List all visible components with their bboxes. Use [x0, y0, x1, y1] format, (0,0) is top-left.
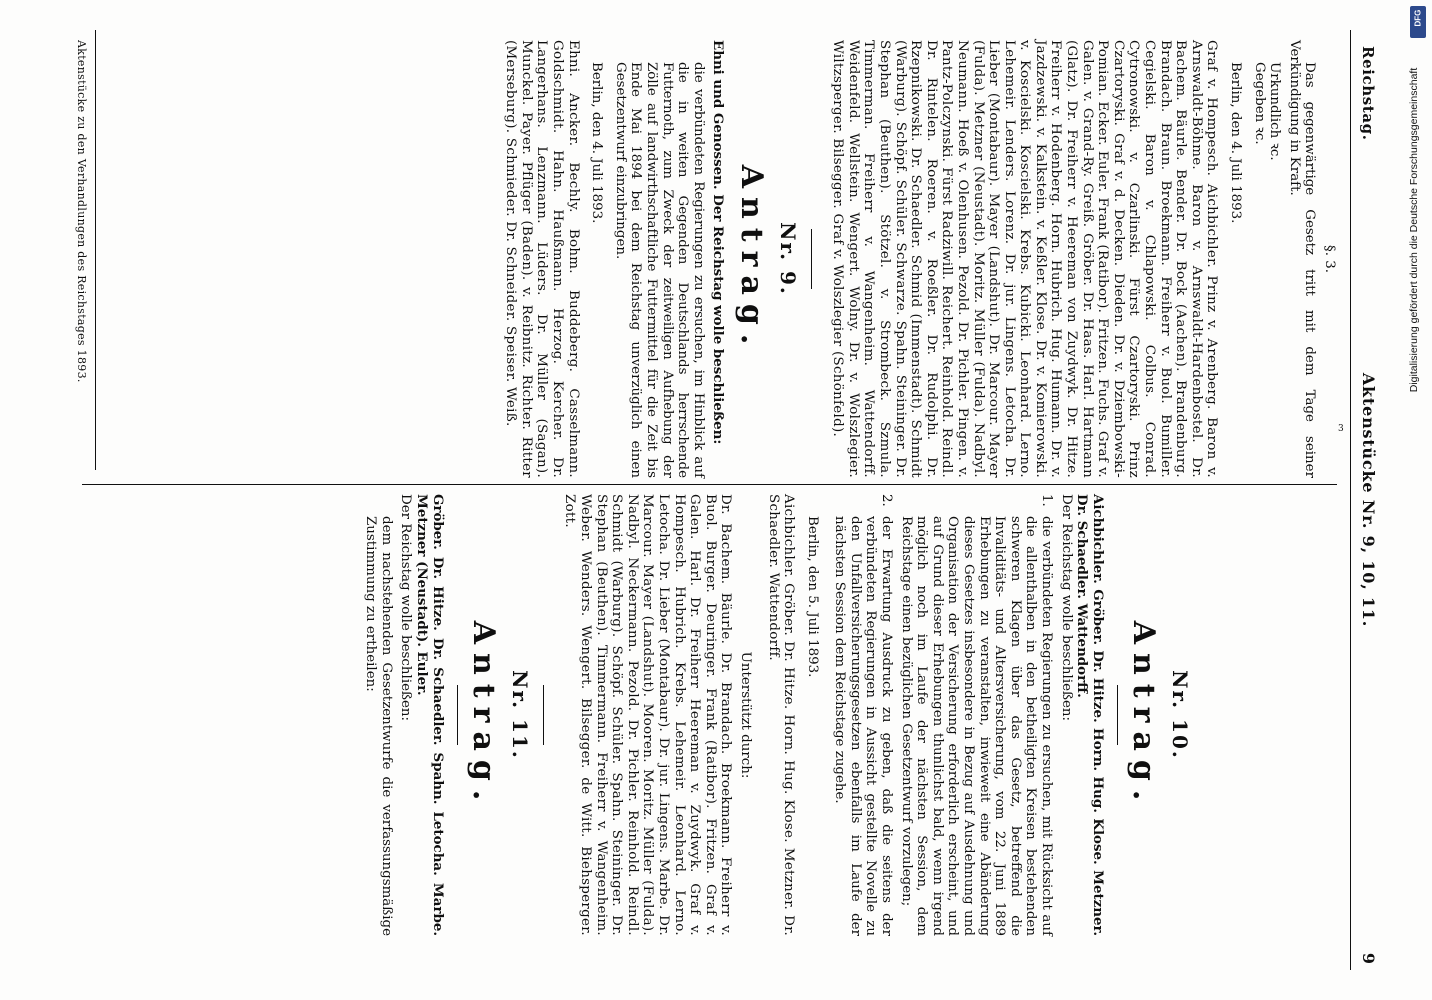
dfg-side-strip — [1402, 0, 1430, 1000]
motion-11-movers: Gröber. Dr. Hitze. Dr. Schaedler. Spahn. Letocha. Marbe. Metzner (Neustadt). Euler. — [414, 494, 446, 936]
footnote-rule — [95, 30, 96, 470]
motion-10-title: Antrag. — [1126, 620, 1162, 810]
item-number: 2. — [879, 494, 895, 507]
motion-10-number: Nr. 10. — [1168, 670, 1192, 760]
dfg-logo-text: DFG — [1413, 9, 1423, 27]
given-line: Gegeben ꝛc. — [1251, 62, 1267, 145]
separator-rule — [811, 229, 812, 289]
dfg-funding-note: Digitalisierung gefördert durch die Deutsche Forschungsgemeinschaft — [1408, 67, 1420, 393]
column-divider — [82, 484, 1337, 485]
separator-rule — [1117, 685, 1118, 745]
running-header — [1350, 30, 1381, 970]
supported-by-label: Unterstützt durch: — [737, 651, 753, 779]
motion-10-item-1 — [898, 494, 1054, 936]
motion-9-signatories: Ehni. Ancker. Bechly. Bohm. Buddeberg. Casselmann. Goldschmidt. Hahn. Haußmann. Herzog. Kercher. Dr. Langerhans. Lenzmann. Lüders. Dr. Müller (Sagan). Munckel. Payer. Pflüger (Baden). v. Reibnitz. Richter. Ritter (Merseburg). Schmieder. Dr. Schneider. Speiser. Weiß. — [503, 40, 581, 478]
motion-11-text: dem nachstehenden Gesetzentwurfe die verfassungsmäßige Zustimmung zu ertheilen: — [363, 516, 394, 936]
law-date: Berlin, den 4. Juli 1893. — [1228, 62, 1244, 224]
motion-11-number: Nr. 11. — [507, 670, 532, 760]
section-paragraph-mark: §. 3. — [1322, 245, 1337, 273]
right-column — [363, 494, 1337, 936]
motion-11-title: Antrag. — [466, 620, 502, 810]
motion-10-date: Berlin, den 5. Juli 1893. — [804, 516, 820, 678]
item-number: 1. — [1039, 494, 1055, 507]
law-text: Das gegenwärtige Gesetz tritt mit dem Tage seiner Verkündigung in Kraft. — [1286, 40, 1318, 478]
motion-10-intro: Der Reichstag wolle beschließen: — [1058, 494, 1074, 722]
motion-9-text: die verbündeten Regierungen zu ersuchen, im Hinblick auf die in weiten Gegenden Deutschlands herrschende Futternoth, zum Zweck der zeitweiligen Aufhebung der Zölle auf landwirthschaftliche Futtermittel für die Zeit bis Ende Mai 1894 bei dem Reichstag unverzüglich einen Gesetzentwurf einzubringen. — [612, 62, 706, 478]
margin-mark: 3 — [1338, 424, 1344, 434]
header-center: Aktenstücke Nr. 9, 10, 11. — [1359, 372, 1378, 628]
law-signatories: Graf v. Hompesch. Aichbichler. Prinz v. Arenberg. Baron v. Arnswaldt-Böhme. Baron v. Arnswaldt-Hardenbostel. Dr. Bachem. Bäurle. Bender. Dr. Bock (Aachen). Brandenburg. Brandach. Braun. Broekmann. Freiherr v. Buol. Bumiller. Cegielski. Baron v. Chlapowski. Colbus. Conrad. Cytronowski. v. Czarlinski. Fürst Czartoryski. Prinz Czartoryski. Graf v. d. Decken. Dieden. Dr. v. Dziembowski-Pomian. Ecker. Euler. Frank (Ratibor). Fritzen. Fuchs. Graf v. Galen. v. Grand-Ry. Greiß. Gröber. Dr. Haas. Harl. Hartmann (Glatz). Dr. Freiherr v. Heereman von Zuydwyk. Dr. Hitze. Freiherr v. Hodenberg. Horn. Hubrich. Hug. Humann. Dr. v. Jazdzewski. v. Kalkstein. v. Keßler. Klose. Dr. v. Komierowski. v. Koscielski. Koscielski. Krebs. Kubicki. Leonhard. Lerno. Lehemeir. Lenders. Lorenz. Dr. jur. Lingens. Letocha. Dr. Lieber (Montabaur). Mayer (Landshut). Dr. Marcour. Mayer (Fulda). Metzner (Neustadt). Moritz. Müller (Fulda). Nadbyl. Neumann. Hoeß v. Olenhusen. Pezold. Dr. Pichler. Pingen. v. Pantz-Polczynski. Fürst Radziwill. Reichert. Reinhold. Reindl. Dr. Rintelen. Roeren. v. Roeßler. Dr. Rudolphi. Dr. Rzepnikowski. Dr. Schaedler. Schmid (Immenstadt). Schmidt (Warburg). Schöpf. Schüler. Schwarze. Spahn. Steininger. Dr. Stephan (Beuthen). Stötzel. v. Strombeck. Szmula. Timmerman. Freiherr v. Wangenheim. Wattendorff. Weidenfeld. Wellstein. Wengert. Wolny. Dr. v. Wolszlegier. Wiltzsperger. Bilsegger. Graf v. Wolszlegier (Schönfeld). — [830, 40, 1220, 478]
separator-rule — [543, 685, 544, 745]
motion-9-title: Antrag. — [734, 164, 769, 354]
item-text: der Erwartung Ausdruck zu geben, daß die seitens der verbündeten Regierungen in Aussicht gestellte Novelle zu den Unfallversicherungsgesetzen ebenfalls im Laufe der nächsten Session dem Reichstage zugehe. — [832, 516, 895, 936]
motion-11-intro: Der Reichstag wolle beschließen: — [398, 494, 414, 722]
rotated-document-page — [51, 30, 1381, 970]
motion-9-intro: Ehni und Genossen. Der Reichstag wolle beschließen: — [710, 40, 727, 445]
motion-9-date: Berlin, den 4. Juli 1893. — [589, 62, 605, 224]
item-text: die verbündeten Regierungen zu ersuchen, mit Rücksicht auf die allenthalben in den betheiligten Kreisen bestehenden schweren Klagen über das Gesetz, betreffend die Invaliditäts- und Altersversicherung, vom 22. Juni 1889 Erhebungen zu veranstalten, inwieweit eine Abänderung dieses Gesetzes insbesondere in Bezug auf Ausdehnung und Organisation der Versicherung erforderlich erscheint, und auf Grund dieser Erhebungen thunlichst bald, wenn irgend möglich noch im Laufe der nächsten Session, dem Reichstage einen bezüglichen Gesetzentwurf vorzulegen; — [898, 516, 1055, 936]
motion-10-item-2 — [832, 494, 894, 936]
footer-note: Aktenstücke zu den Verhandlungen des Reichstages 1893. — [75, 40, 88, 383]
motion-10-movers: Aichbichler. Gröber. Dr. Hitze. Horn. Hug. Klose. Metzner. Dr. Schaedler. Wattendorff. — [1074, 494, 1106, 936]
sealed-line: Urkundlich ꝛc. — [1267, 62, 1283, 161]
header-left: Reichstag. — [1359, 46, 1377, 141]
separator-rule — [457, 685, 458, 745]
motion-9-number: Nr. 9. — [775, 222, 800, 296]
left-column — [503, 40, 1337, 478]
page-number: 9 — [1359, 952, 1378, 964]
motion-10-signers: Aichbichler. Gröber. Dr. Hitze. Horn. Hug. Klose. Metzner. Dr. Schaedler. Wattendorff. — [765, 494, 797, 936]
motion-10-supporters: Dr. Bachem. Bäurle. Dr. Brandach. Broekmann. Freiherr v. Buol. Burger. Deuringer. Frank (Ratibor). Fritzen. Graf v. Galen. Harl. Dr. Freiherr Heereman v. Zuydwyk. Graf v. Hompesch. Hubrich. Krebs. Lehemeir. Leonhard. Lerno. Letocha. Dr. Lieber (Montabaur). Dr. jur. Lingens. Marbe. Dr. Marcour. Mayer (Landshut). Mooren. Moritz. Müller (Fulda). Nadbyl. Neckermann. Pezold. Dr. Pichler. Reinhold. Reindl. Schmidt (Warburg). Schöpf. Schüler. Spahn. Steininger. Dr. Stephan (Beuthen). Timmermann. Freiherr v. Wangenheim. Weber. Wenders. Wengert. Bilsegger. de Witt. Biehsperger. Zott. — [562, 494, 734, 936]
